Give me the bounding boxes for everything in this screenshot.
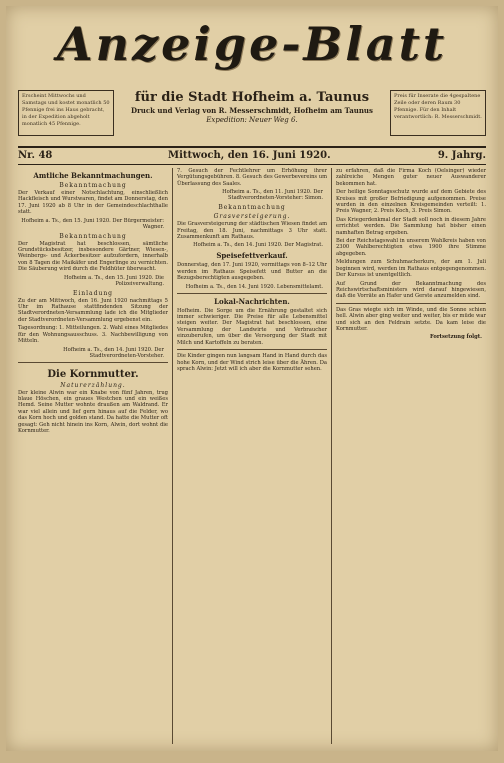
notice-signature: Hofheim a. Ts., den 14. Juni 1920. Lebensmittelamt. (185, 283, 323, 290)
notice-heading: Bekanntmachung (59, 182, 127, 189)
story-text: Der kleine Alwin war ein Knabe von fünf Jahren, trug blaue Höschen, ein graues Westchen und ein weißes Hemd. Seine Mutter wohnte draußen am Waldrand. Er war viel allein und lief gern hinaus auf die Felder, wo das Korn hoch und golden stand. Da hatte die Mutter oft gesagt: Geh nicht hinein ins Korn, Alwin, dort wohnt die Kornmutter. (18, 389, 168, 434)
column-1 (18, 168, 168, 744)
notice-text: Der Magistrat hat beschlossen, sämtliche Grundstücksbesitzer, insbesondere Gärtner, Wiesen-, Weinbergs- und Äckerbesitzer aufzufordern, innerhalb von 8 Tagen die Maikäfer und Engerlinge zu vernichten. Die Säuberung wird durch die Feldhüter überwacht. (18, 240, 168, 273)
notice-signature: Hofheim a. Ts., den 14. Juni 1920. Der Stadtverordneten-Vorsteher. (63, 346, 164, 359)
divider (336, 303, 486, 304)
masthead (18, 14, 486, 84)
issue-number: Nr. 48 (18, 150, 53, 161)
notice-signature: Hofheim a. Ts., den 14. Juni 1920. Der Magistrat. (193, 242, 323, 249)
section-heading: Amtliche Bekanntmachungen. (33, 171, 153, 180)
newspaper-page (6, 6, 498, 751)
divider (177, 293, 327, 294)
agenda-list: Tagesordnung: 1. Mitteilungen. 2. Wahl eines Mitgliedes für den Wohnungsausschuss. 3. Nachbewilligung von Mitteln. (18, 325, 168, 345)
news-text: Der heilige Sonntagsschutz wurde auf dem Gebiete des Kreises mit großer Befriedigung aufgenommen. Preise wurden in den einzelnen Kreisgemeinden verteilt: 1. Preis Wagner, 2. Preis Koch, 3. Preis Simon. (336, 189, 486, 215)
notice-heading: Einladung (72, 289, 114, 297)
column-rule (331, 168, 332, 744)
newspaper-title: Anzeige-Blatt (56, 17, 448, 71)
news-text: zu erfahren, daß die Firma Koch (Oelsinger) wieder zahlreiche Mengen guter neuer Auswanderer bekommen hat. (336, 168, 486, 187)
notice-heading: Bekanntmachung (59, 232, 127, 240)
section-heading: Lokal-Nachrichten. (214, 296, 290, 306)
notice-text: Die Grasversteigerung der städtischen Wiesen findet am Freitag, den 18. Juni, nachmittags 3 Uhr statt. Zusammenkunft am Rathaus. (177, 221, 327, 241)
notice-text: 7. Gesuch der Fechtlehrer um Erhöhung ihrer Vergütungsgebühren. 8. Gesuch des Gewerbevereins um Überlassung des Saales. (177, 168, 327, 187)
story-text: Das Gras wiegte sich im Winde, und die Sonne schien hell. Alwin aber ging weiter und weiter, bis er müde war und sich an den Feldrain setzte. Da kam leise die Kornmutter. (336, 306, 486, 332)
news-text: Meldungen zum Schuhmacherkurs, der am 1. Juli beginnen wird, werden im Rathaus entgegengenommen. Der Kursus ist unentgeltlich. (336, 259, 486, 279)
dateline (18, 146, 486, 165)
news-text: Bei der Reichstagswahl in unserem Wahlkreis haben von 2300 Wahlberechtigten etwa 1900 ihre Stimme abgegeben. (336, 238, 486, 257)
news-text: Das Kriegerdenkmal der Stadt soll noch in diesem Jahre errichtet werden. Die Sammlung hat bisher einen namhaften Betrag ergeben. (336, 216, 486, 236)
notice-heading: Bekanntmachung (218, 204, 286, 212)
news-text: Auf Grund der Bekanntmachung des Reichswirtschaftsministers wird darauf hingewiesen, daß die Vorräte an Hafer und Gerste anzumelden sind. (336, 280, 486, 300)
continuation-note: Fortsetzung folgt. (429, 334, 482, 341)
divider (18, 362, 168, 363)
newspaper-subtitle: für die Stadt Hofheim a. Taunus (134, 90, 370, 105)
divider (177, 349, 327, 350)
masthead-subrow (18, 90, 486, 142)
printer-line: Druck und Verlag von R. Messerschmidt, Hofheim am Taunus (131, 106, 373, 115)
column-rule (172, 168, 173, 744)
notice-signature: Hofheim a. Ts., den 15. Juni 1920. Die Polizeiverwaltung. (63, 274, 164, 287)
subscription-info-box: Erscheint Mittwochs und Samstags und kostet monatlich 50 Pfennige frei ins Haus gebracht, in der Expedition abgeholt monatlich 45 Pfennige. (18, 90, 114, 136)
section-heading: Speisefettverkauf. (216, 251, 288, 261)
news-text: Hofheim. Die Sorge um die Ernährung gestaltet sich immer schwieriger. Die Preise für alle Lebensmittel steigen weiter. Der Magistrat hat beschlossen, eine Versammlung der Landwirte und Verbraucher einzuberufen, um über die Versorgung der Stadt mit Milch und Kartoffeln zu beraten. (177, 307, 327, 346)
volume-year: 9. Jahrg. (437, 150, 486, 161)
issue-date: Mittwoch, den 16. Juni 1920. (168, 150, 331, 161)
story-title: Die Kornmutter. (47, 368, 139, 380)
notice-signature: Hofheim a. Ts., den 11. Juni 1920. Der Stadtverordneten-Vorsteher: Simon. (222, 189, 323, 202)
expedition-line: Expedition: Neuer Weg 6. (206, 116, 298, 124)
notice-text: Der Verkauf einer Notschlachtung, einschließlich Hackfleisch und Wurstwaren, findet am Donnerstag, den 17. Juni 1920 ab 8 Uhr in der Gemeindeschlachthalle statt. (18, 190, 168, 216)
column-3 (336, 168, 486, 744)
masthead-center (118, 90, 386, 125)
notice-text: Zu der am Mittwoch, den 16. Juni 1920 nachmittags 5 Uhr im Rathause stattfindenden Sitzung der Stadtverordneten-Versammlung lade ich die Mitglieder der Stadtverordneten-Versammlung ergebenst ein. (18, 297, 168, 323)
advertising-info-box: Preis für Inserate die 4gespaltene Zeile oder deren Raum 30 Pfennige. Für den Inhalt verantwortlich: R. Messerschmidt. (390, 90, 486, 136)
notice-signature: Hofheim a. Ts., den 15. Juni 1920. Der Bürgermeister: Wagner. (21, 217, 164, 230)
story-text: Die Kinder gingen nun langsam Hand in Hand durch das hohe Korn, und der Wind strich leise über die Ähren. Da sprach Alwin: Jetzt will ich aber die Kornmutter sehen. (177, 353, 327, 372)
notice-subheading: Grasversteigerung. (213, 213, 291, 221)
notice-text: Donnerstag, den 17. Juni 1920, vormittags von 8–12 Uhr werden im Rathaus Speisefett und Butter an die Bezugsberechtigten ausgegeben. (177, 262, 327, 282)
article-columns (18, 168, 486, 744)
column-2 (177, 168, 327, 744)
story-subtitle: Naturerzählung. (60, 381, 126, 389)
